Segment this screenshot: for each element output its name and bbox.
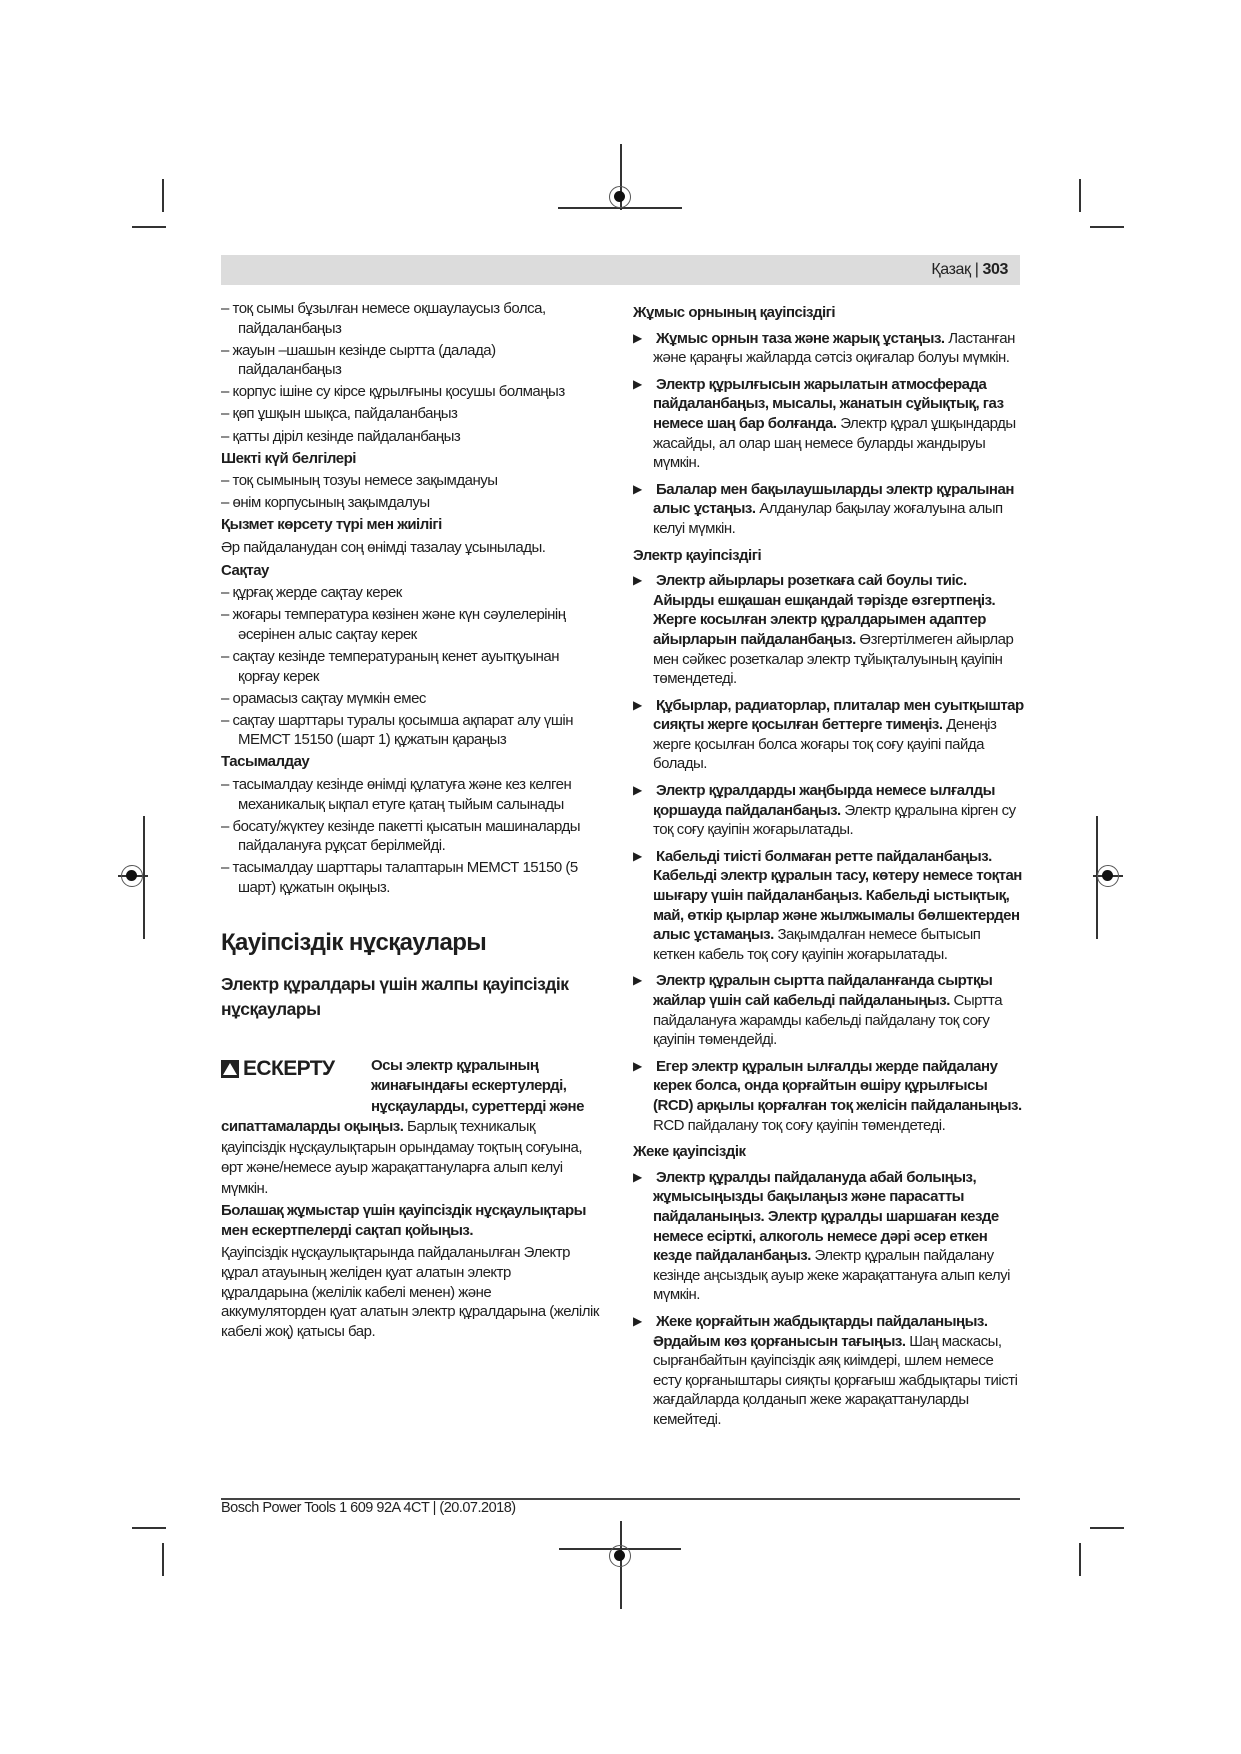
page-header (221, 255, 1020, 285)
bullet-bold-text: Электр құралдарды жаңбырда немесе ылғалды қоршауда пайдаланбаңыз. (653, 782, 995, 819)
bullet-text: Алданулар бақылау жоғалуына алып келуі мүмкін. (653, 500, 1003, 537)
bullet-arrow-icon: ▶ (633, 573, 642, 588)
list-item: – корпус ішіне су кірсе құрылғыны қосушы болмаңыз (221, 383, 565, 401)
list-item: – қөп ұшқын шықса, пайдаланбаңыз (221, 405, 458, 423)
right-column (633, 299, 1025, 1436)
registration-mark-icon (609, 186, 631, 208)
crop-mark (1079, 1543, 1081, 1576)
bullet-bold-text: Электр айырлары розеткаға сай боулы тиіс. Айырды ешқашан ешқандай тәрізде өзгертпеңіз. Жерге косылған электр құралдарымен адаптер айырларын пайдаланбаңыз. (653, 572, 996, 648)
section-heading: Электр қауіпсіздігі (633, 546, 762, 564)
warning-triangle-icon (221, 1060, 239, 1078)
bullet-bold-text: Егер электр құралын ылғалды жерде пайдалану керек болса, онда қорғайтын өшіру құрылғысы (RCD) арқылы қорғалған тоқ желісін пайдаланыңыз. (653, 1057, 1022, 1114)
bullet-text: Шаң маскасы, сырғанбайтын қауіпсіздік аяқ киімдері, шлем немесе есту қорғаныштары сияқты қорғағыш жабдықтары тиісті жағдайларда қолданып жеке жарақаттануларды кемейтеді. (653, 1332, 1018, 1428)
list-item: – өнім корпусының зақымдалуы (221, 494, 430, 512)
bullet-arrow-icon: ▶ (633, 1169, 642, 1184)
bullet-item (633, 971, 1025, 1049)
list-item: – орамасыз сақтау мүмкін емес (221, 689, 426, 707)
bullet-bold-text: Құбырлар, радиаторлар, плиталар мен суытқыштар сияқты жерге қосылған беттерге тимеңіз. (653, 696, 1024, 734)
list-item: – тасымалдау шарттары талаптарын МЕМСТ 15150 (5 шарт) құжатын оқыңыз. (221, 859, 578, 897)
bullet-text: Өзгертілмеген айырлар мен сәйкес розеткалар электр тұйықталуының қауіпін төмендетеді. (653, 630, 1014, 688)
list-item: – жауын –шашын кезінде сыртта (далада) пайдаланбаңыз (221, 341, 496, 379)
bullet-arrow-icon: ▶ (633, 973, 642, 988)
crop-mark (1090, 226, 1124, 228)
bullet-text: Ластанған және қараңғы жайларда сәтсіз оқиғалар болуы мүмкін. (653, 329, 1015, 367)
bullet-item (633, 781, 1025, 840)
header-separator: | (974, 261, 979, 278)
bullet-text: Электр құрал ұшқындарды жасайды, ал олар шаң немесе буларды жандыруы мүмкін. (653, 414, 1016, 472)
section-heading: Жұмыс орнының қауіпсіздігі (633, 304, 836, 321)
section-heading: Шекті күй белгілері (221, 449, 356, 467)
bullet-item (633, 329, 1025, 368)
bullet-bold-text: Кабельді тиісті болмаған ретте пайдаланбаңыз. Кабельді электр құралын тасу, көтеру немесе тоқтан шығару үшін пайдаланбаңыз. Кабельді ыстықтық, май, өткір қырлар және жылжымалы бөлшектерден алыс ұстамаңыз. (653, 847, 1022, 944)
warning-text: Барлық техникалық қауіпсіздік нұсқаулықтарын орындамау тоқтың соғуына, өрт және/немесе ауыр жарақаттануларға алып келуі мүмкін. (221, 1118, 583, 1197)
list-item: – сақтау кезінде температураның кенет ауытқуынан қорғау керек (221, 648, 560, 685)
left-column (221, 299, 599, 1344)
section-heading: Болашақ жұмыстар үшін қауіпсіздік нұсқаулықтары мен ескертпелерді сақтап қойыңыз. (221, 1202, 586, 1239)
page-number: 303 (982, 261, 1008, 278)
bullet-bold-text: Электр құралды пайдалануда абай болыңыз, жұмысыңызды бақылаңыз және парасатты пайдаланыңыз. Электр құралды шаршаған кезде немесе есірткі, алкоголь немесе дәрі әсер еткен кезде пайдаланбаңыз. (653, 1168, 999, 1265)
registration-mark-icon (121, 865, 143, 887)
bullet-item (633, 1057, 1025, 1135)
registration-mark-icon (1097, 865, 1119, 887)
bullet-item (633, 1312, 1025, 1430)
bullet-arrow-icon: ▶ (633, 1313, 642, 1328)
warning-label: ЕСКЕРТУ (243, 1056, 335, 1080)
crop-mark (162, 1543, 164, 1576)
bullet-item (633, 696, 1025, 774)
section-name: Қазақ (931, 261, 971, 278)
bullet-arrow-icon: ▶ (633, 330, 642, 345)
bullet-item (633, 847, 1025, 965)
bullet-bold-text: Жеке қорғайтын жабдықтарды пайдаланыңыз. Әрдайым көз қорғанысын тағыңыз. (653, 1312, 988, 1350)
registration-mark-icon (609, 1545, 631, 1567)
list-item: – тоқ сымының тозуы немесе зақымдануы (221, 472, 498, 490)
bullet-text: RCD пайдалану тоқ соғу қауіпін төмендетеді. (653, 1116, 946, 1134)
list-item: – құрғақ жерде сақтау керек (221, 584, 402, 602)
section-heading: Қызмет көрсету түрі мен жиілігі (221, 516, 442, 534)
section-heading: Тасымалдау (221, 753, 310, 771)
list-item: – жоғары температура көзінен және күн сәулелерінің әсерінен алыс сақтау керек (221, 606, 566, 643)
crop-mark (1090, 1527, 1124, 1529)
bullet-arrow-icon: ▶ (633, 697, 642, 712)
warning-label-box (221, 1056, 371, 1098)
bullet-arrow-icon: ▶ (633, 848, 642, 863)
list-item: – тасымалдау кезінде өнімді құлатуға және кез келген механикалық ықпал етуге қатаң тыйым салынады (221, 776, 572, 813)
crop-mark (1079, 179, 1081, 212)
bullet-item (633, 375, 1025, 473)
registration-line (143, 816, 145, 939)
list-item: – сақтау шарттары туралы қосымша ақпарат алу үшін МЕМСТ 15150 (шарт 1) құжатын қараңыз (221, 711, 574, 749)
bullet-bold-text: Электр құрылғысын жарылатын атмосферада пайдаланбаңыз, мысалы, жанатын сұйықтық, газ немесе шаң бар болғанда. (653, 375, 1004, 432)
bullet-arrow-icon: ▶ (633, 481, 642, 496)
warning-bold-text: Осы электр құралының жинағындағы ескертулерді, нұсқауларды, суреттерді және сипаттамаларды оқыңыз. (221, 1056, 584, 1136)
crop-mark (132, 226, 166, 228)
section-heading: Жеке қауіпсіздік (633, 1143, 746, 1161)
bullet-bold-text: Электр құралын сыртта пайдаланғанда сыртқы жайлар үшін сай кабельді пайдаланыңыз. (653, 972, 993, 1009)
bullet-item (633, 480, 1025, 539)
bullet-bold-text: Жұмыс орнын таза және жарық ұстаңыз. (656, 329, 945, 347)
bullet-bold-text: Балалар мен бақылаушыларды электр құралынан алыс ұстаңыз. (653, 480, 1014, 518)
crop-mark (162, 179, 164, 212)
page-title: Қауіпсіздік нұсқаулары (221, 928, 487, 956)
list-item: – босату/жүктеу кезінде пакетті қысатын машиналарды пайдалануға рұқсат берілмейді. (221, 817, 581, 855)
paragraph: Қауіпсіздік нұсқаулықтарында пайдаланылған Электр құрал атауының желіден қуат алатын электр құралдарына (желілік кабелі менен) және аккумуляторден қуат алатын электр құралдарына (желілік кабелі жоқ) қатысы бар. (221, 1244, 599, 1340)
bullet-text: Электр құралын пайдалану кезінде аңсыздық ауыр жеке жарақаттануға алып келуі мүмкін. (653, 1247, 1010, 1304)
warning-block (221, 1056, 599, 1200)
bullet-item (633, 571, 1025, 689)
paragraph: Әр пайдаланудан соң өнімді тазалау ұсынылады. (221, 539, 546, 557)
bullet-text: Электр құралына кірген су тоқ соғу қауіпін жоғарылатады. (653, 801, 1016, 839)
bullet-item (633, 1168, 1025, 1305)
bullet-text: Денеңіз жерге қосылған болса жоғары тоқ соғу қауіпі пайда болады. (653, 716, 997, 773)
list-item: – тоқ сымы бұзылған немесе оқшаулаусыз болса, пайдаланбаңыз (221, 300, 546, 337)
bullet-text: Сыртта пайдалануға жарамды кабельді пайдалану тоқ соғу қауіпін төмендейді. (653, 992, 1003, 1049)
footer-text: Bosch Power Tools 1 609 92A 4CT | (20.07.2018) (221, 1500, 516, 1516)
header-label (931, 261, 1008, 279)
bullet-arrow-icon: ▶ (633, 376, 642, 391)
bullet-arrow-icon: ▶ (633, 783, 642, 798)
subtitle: Электр құралдары үшін жалпы қауіпсіздік нұсқаулары (221, 973, 569, 1019)
bullet-arrow-icon: ▶ (633, 1058, 642, 1073)
section-heading: Сақтау (221, 561, 269, 579)
list-item: – қатты діріл кезінде пайдаланбаңыз (221, 427, 461, 445)
bullet-text: Зақымдалған немесе бытысып кеткен кабель тоқ соғу қауіпін жоғарылатады. (653, 926, 981, 963)
crop-mark (132, 1527, 166, 1529)
